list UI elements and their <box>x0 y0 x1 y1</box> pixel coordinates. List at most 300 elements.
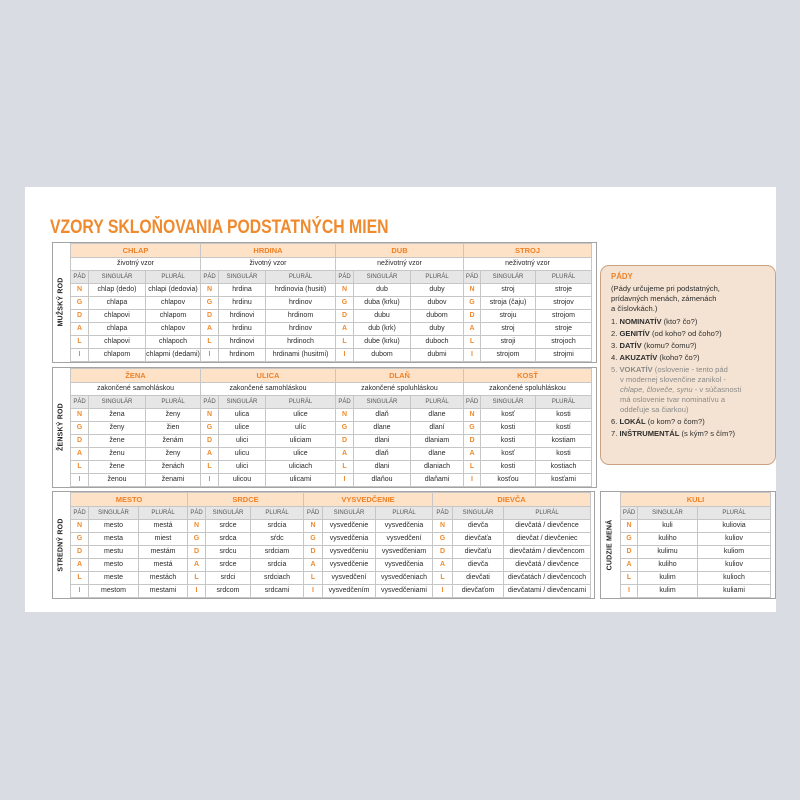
pattern-name-row <box>304 493 433 507</box>
case-letter: L <box>464 461 481 474</box>
case-row <box>464 435 592 448</box>
column-header-case: PÁD <box>71 507 89 520</box>
declension-grid <box>620 492 771 598</box>
case-letter: D <box>71 310 89 323</box>
case-item-nominative <box>611 317 767 327</box>
plural-form: ženami <box>146 474 201 487</box>
table-hrdina <box>200 243 335 362</box>
singular-form: hrdinu <box>219 323 266 336</box>
column-header-row <box>464 271 592 284</box>
plural-form: strojov <box>536 297 592 310</box>
singular-form: srdcom <box>206 585 251 598</box>
plural-form: mestám <box>139 546 188 559</box>
plural-form: kuliami <box>698 585 771 598</box>
column-header-singular: SINGULÁR <box>89 507 139 520</box>
case-row <box>621 585 771 598</box>
singular-form: dubu <box>354 310 411 323</box>
page-title: VZORY SKLOŇOVANIA PODSTATNÝCH MIEN <box>50 217 389 238</box>
plural-form: chlapoch <box>146 336 201 349</box>
singular-form: kosti <box>481 435 536 448</box>
pattern-subtitle: neživotný vzor <box>464 258 592 271</box>
singular-form: hrdinom <box>219 349 266 362</box>
vocative-note: oddeľuje sa čiarkou) <box>620 405 689 414</box>
column-header-case: PÁD <box>464 271 481 284</box>
column-header-case: PÁD <box>336 396 354 409</box>
pattern-name: SRDCE <box>188 493 304 507</box>
column-header-row <box>201 271 336 284</box>
singular-form: dub <box>354 284 411 297</box>
pattern-subtitle: zakončené spoluhláskou <box>464 383 592 396</box>
case-letter: A <box>433 559 453 572</box>
pattern-subtitle: životný vzor <box>71 258 201 271</box>
case-row <box>464 336 592 349</box>
column-header-case: PÁD <box>71 271 89 284</box>
plural-form: miest <box>139 533 188 546</box>
case-letter: G <box>336 422 354 435</box>
plural-form: kosťami <box>536 474 592 487</box>
plural-form: duby <box>411 284 464 297</box>
case-letter: I <box>464 349 481 362</box>
singular-form: kuliho <box>638 559 698 572</box>
group-label-masculine: MUŽSKÝ ROD <box>57 277 65 327</box>
singular-form: žene <box>89 461 146 474</box>
case-row <box>464 310 592 323</box>
pattern-subtitle: zakončené samohláskou <box>71 383 201 396</box>
pattern-name: KULI <box>621 493 771 507</box>
case-name: VOKATÍV <box>619 365 653 374</box>
case-row <box>433 546 591 559</box>
case-letter: I <box>304 585 323 598</box>
case-letter: D <box>201 310 219 323</box>
singular-form: vysvedčeniu <box>323 546 376 559</box>
singular-form: chlapa <box>89 323 146 336</box>
vocative-examples: chlape, človeče, synu <box>620 385 693 394</box>
plural-form: stroje <box>536 284 592 297</box>
pattern-subtitle: zakončené samohláskou <box>201 383 336 396</box>
plural-form: hrdinoch <box>266 336 336 349</box>
column-header-case: PÁD <box>433 507 453 520</box>
table-dievca <box>432 492 590 598</box>
plural-form: ženy <box>146 409 201 422</box>
singular-form: ulici <box>219 435 266 448</box>
case-number: 3. <box>611 341 618 350</box>
plural-form: vysvedčeniam <box>376 546 433 559</box>
case-name: INŠTRUMENTÁL <box>619 429 680 438</box>
case-row <box>336 435 464 448</box>
case-letter: I <box>201 349 219 362</box>
table-kuli <box>620 492 770 598</box>
case-item-accusative <box>611 353 767 363</box>
plural-form: duby <box>411 323 464 336</box>
singular-form: vysvedčením <box>323 585 376 598</box>
singular-form: strojom <box>481 349 536 362</box>
case-row <box>464 409 592 422</box>
singular-form: ulici <box>219 461 266 474</box>
case-row <box>71 422 201 435</box>
declension-grid <box>335 368 464 487</box>
vocative-note: (oslovenie - tento pád <box>654 365 728 374</box>
case-row <box>336 297 464 310</box>
case-row <box>71 284 201 297</box>
table-srdce <box>187 492 303 598</box>
case-letter: N <box>336 409 354 422</box>
plural-form: dlaniam <box>411 435 464 448</box>
declension-grid <box>70 368 201 487</box>
singular-form: vysvedčení <box>323 572 376 585</box>
declension-grid <box>303 492 433 598</box>
case-letter: A <box>304 559 323 572</box>
pattern-name: ULICA <box>201 369 336 383</box>
pattern-name: STROJ <box>464 244 592 258</box>
case-row <box>464 422 592 435</box>
singular-form: dlaňou <box>354 474 411 487</box>
plural-form: dlaniach <box>411 461 464 474</box>
column-header-row <box>336 271 464 284</box>
case-row <box>201 323 336 336</box>
case-letter: N <box>71 520 89 533</box>
table-vysvedcenie <box>303 492 432 598</box>
plural-form: mestá <box>139 559 188 572</box>
case-row <box>71 572 188 585</box>
pattern-name: VYSVEDČENIE <box>304 493 433 507</box>
plural-form: dievčat / dievčeniec <box>504 533 591 546</box>
declension-grid <box>200 368 336 487</box>
singular-form: dievčaťom <box>453 585 504 598</box>
pattern-subtitle-row <box>464 258 592 271</box>
case-row <box>188 559 304 572</box>
plural-form: vysvedčenia <box>376 520 433 533</box>
column-header-row <box>433 507 591 520</box>
cases-info-box <box>600 265 776 465</box>
plural-form: uliciam <box>266 435 336 448</box>
plural-form: mestách <box>139 572 188 585</box>
plural-form: dlaní <box>411 422 464 435</box>
case-question: (o kom? o čom?) <box>647 417 705 426</box>
case-letter: L <box>433 572 453 585</box>
singular-form: stroj <box>481 284 536 297</box>
case-row <box>71 323 201 336</box>
case-letter: I <box>188 585 206 598</box>
singular-form: srdce <box>206 520 251 533</box>
case-letter: I <box>71 349 89 362</box>
column-header-plural: PLURÁL <box>698 507 771 520</box>
case-row <box>304 572 433 585</box>
column-header-plural: PLURÁL <box>536 396 592 409</box>
case-row <box>201 461 336 474</box>
case-letter: A <box>71 323 89 336</box>
case-letter: D <box>464 435 481 448</box>
singular-form: kosti <box>481 461 536 474</box>
case-letter: A <box>336 448 354 461</box>
case-row <box>201 336 336 349</box>
singular-form: dlaň <box>354 448 411 461</box>
case-letter: G <box>71 297 89 310</box>
case-letter: D <box>201 435 219 448</box>
plural-form: hrdinami (husitmi) <box>266 349 336 362</box>
singular-form: chlap (dedo) <box>89 284 146 297</box>
case-letter: L <box>464 336 481 349</box>
plural-form: dubmi <box>411 349 464 362</box>
plural-form: vysvedčenia <box>376 559 433 572</box>
column-header-row <box>188 507 304 520</box>
singular-form: kulim <box>638 585 698 598</box>
case-row <box>433 520 591 533</box>
case-row <box>71 336 201 349</box>
table-dub <box>335 243 463 362</box>
singular-form: stroj <box>481 323 536 336</box>
case-row <box>71 349 201 362</box>
plural-form: ženách <box>146 461 201 474</box>
plural-form: strojmi <box>536 349 592 362</box>
plural-form: kuliov <box>698 559 771 572</box>
plural-form: dievčatá / dievčence <box>504 559 591 572</box>
pattern-name-row <box>201 369 336 383</box>
column-header-singular: SINGULÁR <box>219 271 266 284</box>
table-zena <box>70 368 200 487</box>
plural-form: ženám <box>146 435 201 448</box>
column-header-row <box>71 507 188 520</box>
singular-form: duba (krku) <box>354 297 411 310</box>
case-number: 1. <box>611 317 618 326</box>
singular-form: hrdinu <box>219 297 266 310</box>
plural-form: dievčatám / dievčencom <box>504 546 591 559</box>
case-row <box>621 520 771 533</box>
case-letter: G <box>201 297 219 310</box>
plural-form: chlapom <box>146 310 201 323</box>
case-letter: I <box>336 474 354 487</box>
case-letter: N <box>71 284 89 297</box>
intro-line: prídavných menách, zámenách <box>611 294 717 303</box>
plural-form: ulicami <box>266 474 336 487</box>
case-row <box>71 520 188 533</box>
case-letter: D <box>621 546 638 559</box>
singular-form: srdci <box>206 572 251 585</box>
case-number: 5. <box>611 365 618 374</box>
case-item-genitive <box>611 329 767 339</box>
case-name: DATÍV <box>619 341 642 350</box>
singular-form: mesto <box>89 559 139 572</box>
singular-form: kosť <box>481 448 536 461</box>
case-item-dative <box>611 341 767 351</box>
plural-form: hrdinov <box>266 297 336 310</box>
case-row <box>71 310 201 323</box>
column-header-plural: PLURÁL <box>411 271 464 284</box>
singular-form: vysvedčenie <box>323 520 376 533</box>
case-letter: A <box>336 323 354 336</box>
case-row <box>464 474 592 487</box>
case-letter: A <box>188 559 206 572</box>
case-letter: N <box>433 520 453 533</box>
case-row <box>304 585 433 598</box>
case-letter: L <box>188 572 206 585</box>
singular-form: ulicu <box>219 448 266 461</box>
case-row <box>336 409 464 422</box>
case-letter: A <box>464 448 481 461</box>
case-number: 2. <box>611 329 618 338</box>
case-row <box>621 572 771 585</box>
declension-grid <box>200 243 336 362</box>
pattern-name: ŽENA <box>71 369 201 383</box>
column-header-singular: SINGULÁR <box>638 507 698 520</box>
case-row <box>336 448 464 461</box>
pattern-subtitle: životný vzor <box>201 258 336 271</box>
case-row <box>304 533 433 546</box>
case-row <box>433 572 591 585</box>
plural-form: kostiam <box>536 435 592 448</box>
plural-form: kostí <box>536 422 592 435</box>
plural-form: srdcami <box>251 585 304 598</box>
case-letter: N <box>464 284 481 297</box>
column-header-case: PÁD <box>188 507 206 520</box>
singular-form: kulim <box>638 572 698 585</box>
column-header-plural: PLURÁL <box>266 396 336 409</box>
case-letter: G <box>336 297 354 310</box>
case-name: AKUZATÍV <box>619 353 658 362</box>
pattern-name-row <box>71 369 201 383</box>
column-header-singular: SINGULÁR <box>219 396 266 409</box>
singular-form: kosti <box>481 422 536 435</box>
plural-form: kuliov <box>698 533 771 546</box>
intro-line: a číslovkách.) <box>611 304 658 313</box>
pattern-subtitle-row <box>464 383 592 396</box>
pattern-name: CHLAP <box>71 244 201 258</box>
plural-form: vysvedčeniami <box>376 585 433 598</box>
case-row <box>71 585 188 598</box>
case-number: 4. <box>611 353 618 362</box>
column-header-row <box>71 396 201 409</box>
case-row <box>188 533 304 546</box>
case-name: GENITÍV <box>619 329 650 338</box>
plural-form: chlapov <box>146 323 201 336</box>
case-row <box>336 323 464 336</box>
pattern-name-row <box>464 244 592 258</box>
case-letter: D <box>188 546 206 559</box>
case-letter: N <box>201 409 219 422</box>
plural-form: duboch <box>411 336 464 349</box>
singular-form: dlani <box>354 461 411 474</box>
plural-form: stroje <box>536 323 592 336</box>
plural-form: dubov <box>411 297 464 310</box>
case-item-vocative <box>611 365 767 415</box>
case-letter: G <box>621 533 638 546</box>
pattern-name: HRDINA <box>201 244 336 258</box>
plural-form: strojom <box>536 310 592 323</box>
case-row <box>71 448 201 461</box>
case-question: (komu? čomu?) <box>643 341 697 350</box>
plural-form: vysvedčení <box>376 533 433 546</box>
case-letter: D <box>336 435 354 448</box>
column-header-row <box>336 396 464 409</box>
case-letter: L <box>304 572 323 585</box>
pattern-subtitle-row <box>71 383 201 396</box>
singular-form: kuliho <box>638 533 698 546</box>
case-row <box>201 435 336 448</box>
table-mesto <box>70 492 187 598</box>
case-name: LOKÁL <box>619 417 646 426</box>
case-letter: D <box>304 546 323 559</box>
singular-form: chlapovi <box>89 336 146 349</box>
case-item-instrumental <box>611 429 767 439</box>
column-header-row <box>304 507 433 520</box>
singular-form: dlane <box>354 422 411 435</box>
case-row <box>201 284 336 297</box>
singular-form: dubom <box>354 349 411 362</box>
plural-form: kuliom <box>698 546 771 559</box>
case-row <box>336 349 464 362</box>
case-letter: G <box>71 422 89 435</box>
vocative-line <box>611 365 767 375</box>
case-letter: L <box>621 572 638 585</box>
singular-form: kosť <box>481 409 536 422</box>
case-letter: N <box>71 409 89 422</box>
case-letter: L <box>71 336 89 349</box>
case-row <box>304 520 433 533</box>
case-row <box>201 310 336 323</box>
case-row <box>464 297 592 310</box>
case-letter: N <box>304 520 323 533</box>
plural-form: kostiach <box>536 461 592 474</box>
declension-grid <box>432 492 591 598</box>
case-row <box>464 349 592 362</box>
column-header-plural: PLURÁL <box>504 507 591 520</box>
column-header-singular: SINGULÁR <box>453 507 504 520</box>
column-header-singular: SINGULÁR <box>323 507 376 520</box>
case-letter: I <box>201 474 219 487</box>
declension-grid <box>463 368 592 487</box>
pattern-name-row <box>621 493 771 507</box>
singular-form: srdce <box>206 559 251 572</box>
case-row <box>201 349 336 362</box>
case-question: (koho? čo?) <box>659 353 700 362</box>
case-letter: A <box>201 448 219 461</box>
case-row <box>336 474 464 487</box>
case-row <box>464 448 592 461</box>
singular-form: mesta <box>89 533 139 546</box>
case-row <box>201 409 336 422</box>
case-letter: A <box>201 323 219 336</box>
plural-form: ulice <box>266 409 336 422</box>
singular-form: dievčaťu <box>453 546 504 559</box>
singular-form: dievčati <box>453 572 504 585</box>
singular-form: hrdinovi <box>219 336 266 349</box>
pattern-name: KOSŤ <box>464 369 592 383</box>
case-letter: I <box>336 349 354 362</box>
singular-form: dievčaťa <box>453 533 504 546</box>
singular-form: meste <box>89 572 139 585</box>
case-row <box>621 546 771 559</box>
case-row <box>71 435 201 448</box>
case-row <box>71 533 188 546</box>
singular-form: vysvedčenia <box>323 533 376 546</box>
column-header-row <box>464 396 592 409</box>
pattern-name-row <box>433 493 591 507</box>
singular-form: srdca <box>206 533 251 546</box>
plural-form: strojoch <box>536 336 592 349</box>
singular-form: hrdina <box>219 284 266 297</box>
column-header-singular: SINGULÁR <box>354 396 411 409</box>
case-letter: D <box>464 310 481 323</box>
plural-form: srdcia <box>251 520 304 533</box>
column-header-singular: SINGULÁR <box>481 271 536 284</box>
pattern-name-row <box>71 244 201 258</box>
case-letter: L <box>201 461 219 474</box>
plural-form: kosti <box>536 448 592 461</box>
plural-form: žien <box>146 422 201 435</box>
pattern-subtitle-row <box>201 383 336 396</box>
case-row <box>336 336 464 349</box>
plural-form: kulioch <box>698 572 771 585</box>
case-letter: A <box>464 323 481 336</box>
